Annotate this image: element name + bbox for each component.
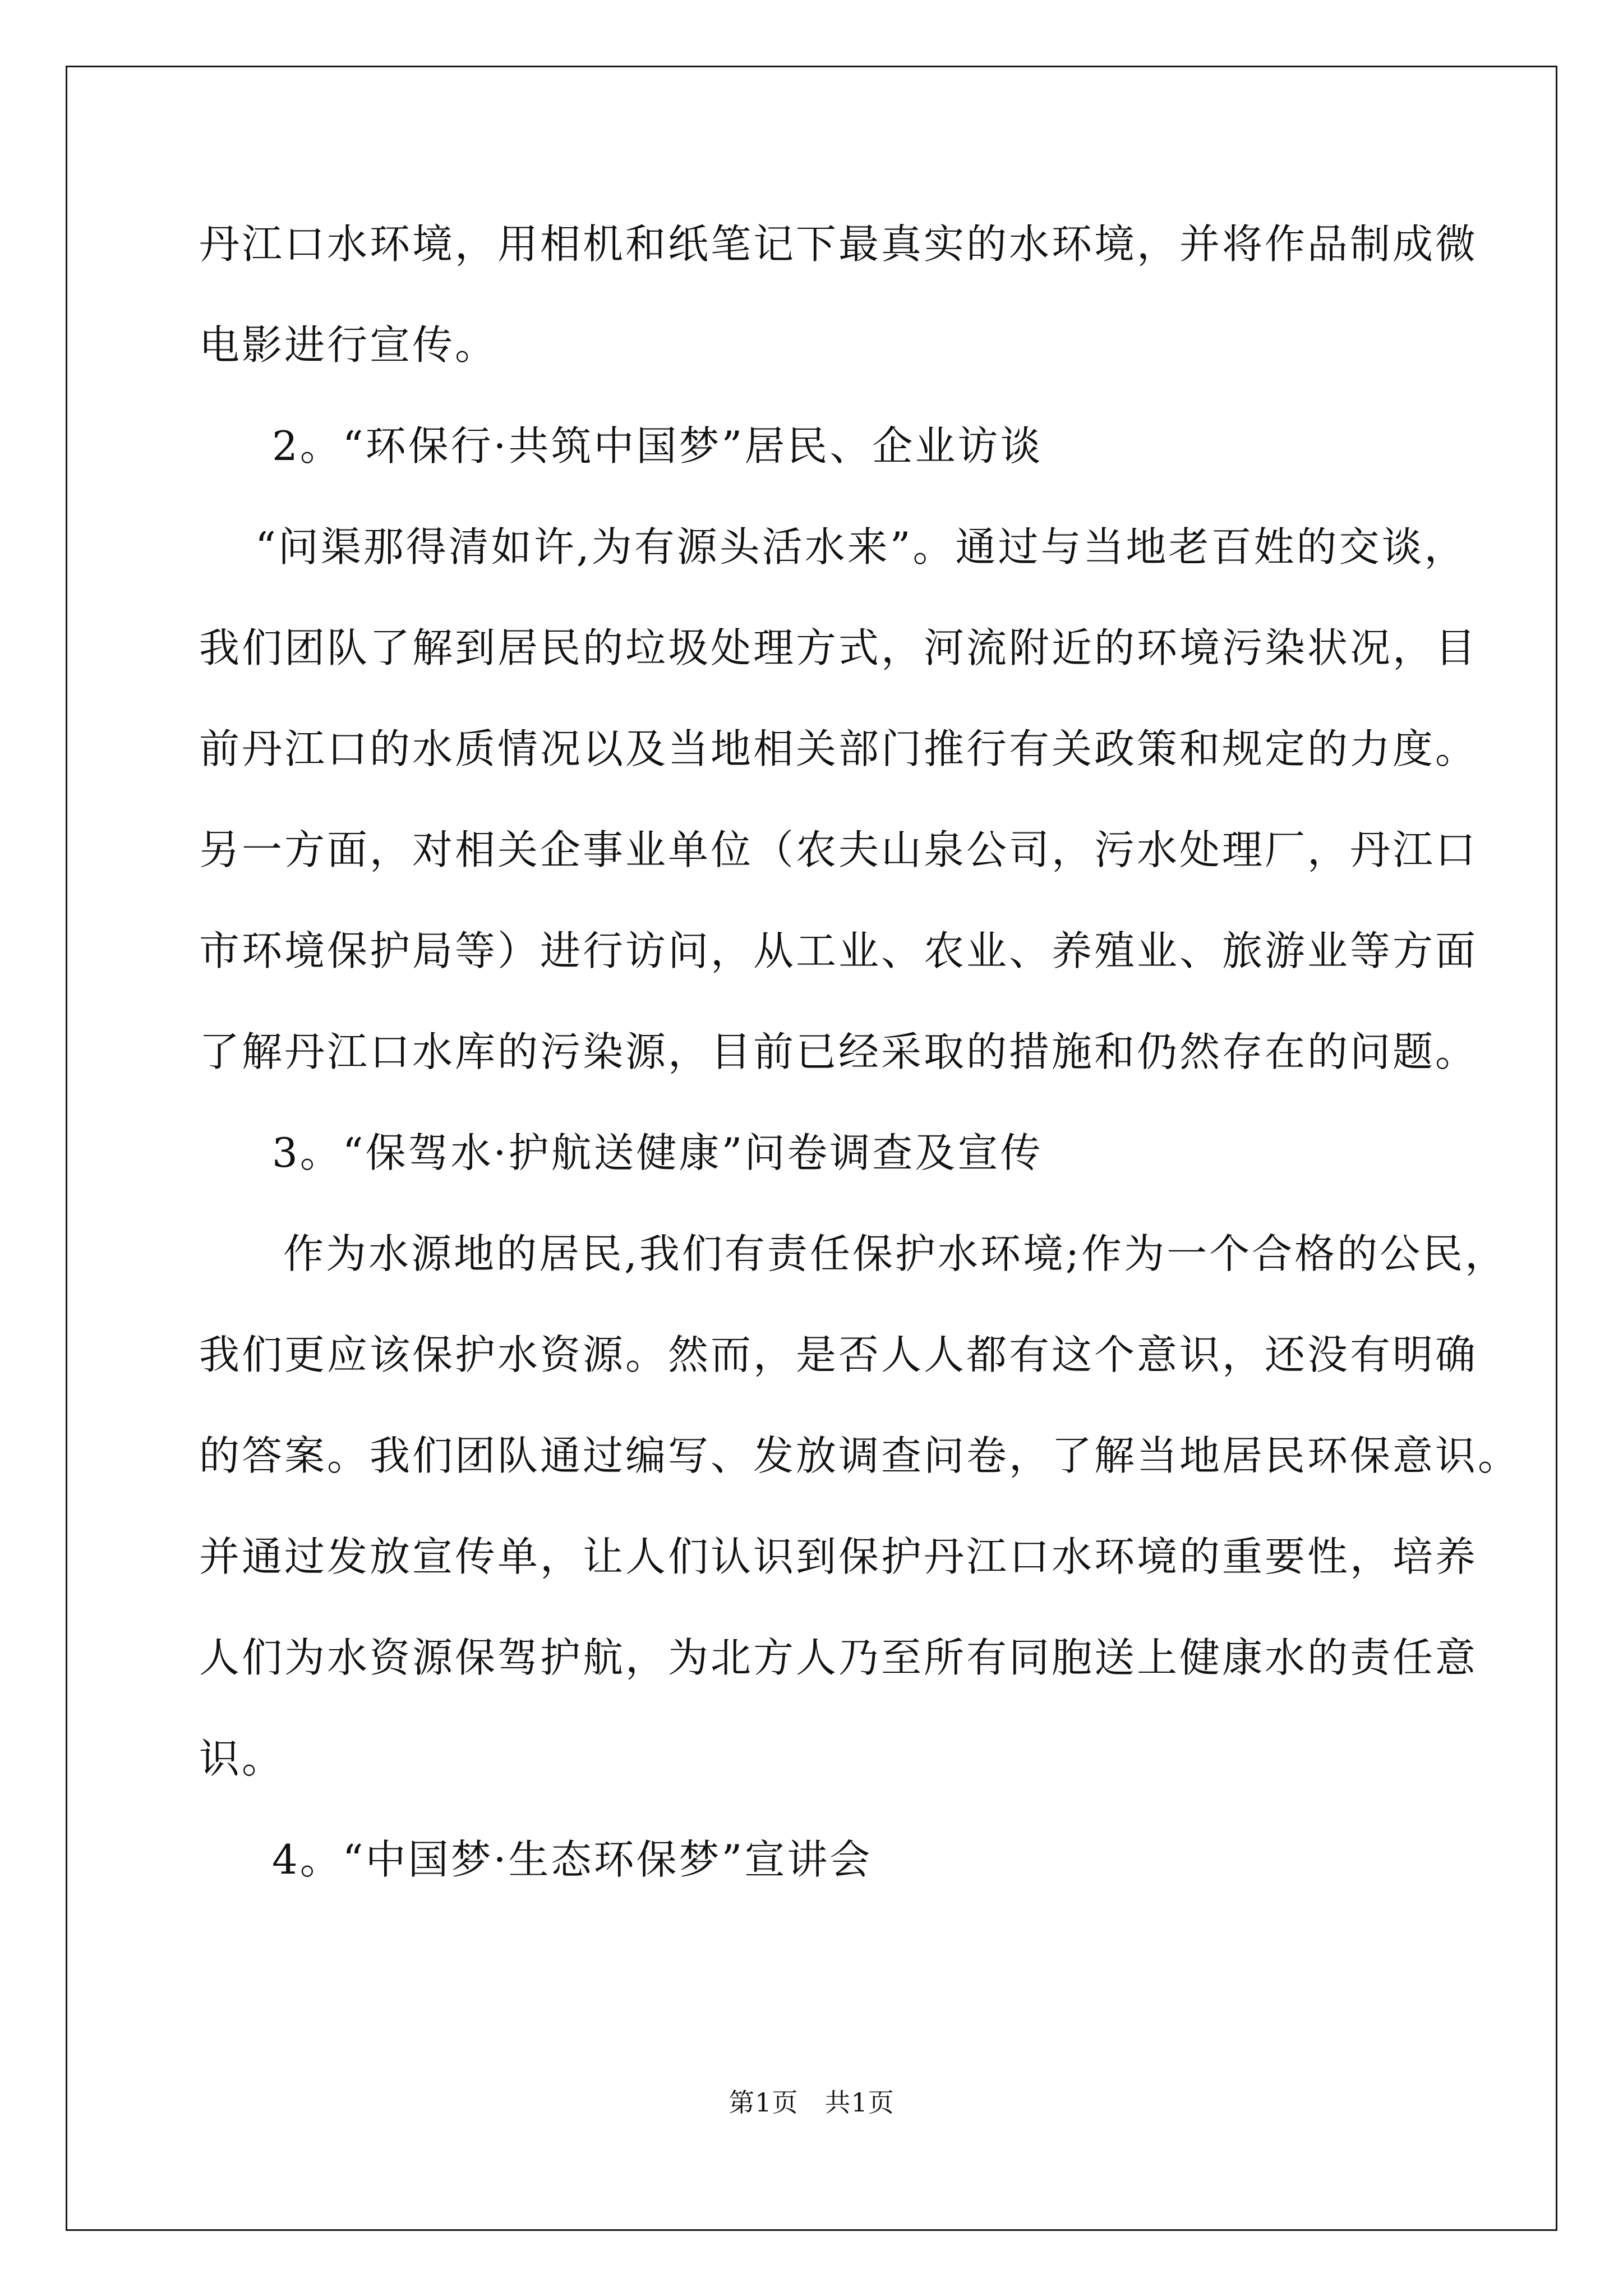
text-line: 人们为水资源保驾护航，为北方人乃至所有同胞送上健康水的责任意 — [199, 1634, 1478, 1681]
text-line: 电影进行宣传。 — [199, 321, 498, 369]
text-line: 前丹江口的水质情况以及当地相关部门推行有关政策和规定的力度。 — [199, 725, 1478, 772]
page-number: 第1页 共1页 — [728, 2087, 895, 2118]
text-line: 丹江口水环境，用相机和纸笔记下最真实的水环境，并将作品制成微 — [199, 220, 1478, 268]
section-heading: 4。“中国梦·生态环保梦”宣讲会 — [272, 1836, 873, 1883]
text-line: 另一方面，对相关企事业单位（农夫山泉公司，污水处理厂，丹江口 — [199, 826, 1478, 873]
text-line: 我们更应该保护水资源。然而，是否人人都有这个意识，还没有明确 — [199, 1331, 1478, 1378]
text-line: 识。 — [199, 1735, 285, 1782]
text-line: 我们团队了解到居民的垃圾处理方式，河流附近的环境污染状况，目 — [199, 624, 1478, 671]
text-line: 并通过发放宣传单，让人们认识到保护丹江口水环境的重要性，培养 — [199, 1533, 1478, 1580]
text-line: 作为水源地的居民,我们有责任保护水环境;作为一个合格的公民， — [283, 1230, 1508, 1277]
section-heading: 3。“保驾水·护航送健康”问卷调查及宣传 — [272, 1129, 1043, 1176]
text-line: “问渠那得清如许,为有源头活水来”。通过与当地老百姓的交谈， — [255, 523, 1467, 570]
text-line: 了解丹江口水库的污染源，目前已经采取的措施和仍然存在的问题。 — [199, 1028, 1478, 1075]
text-line: 的答案。我们团队通过编写、发放调查问卷，了解当地居民环保意识。 — [199, 1432, 1521, 1479]
text-line: 市环境保护局等）进行访问，从工业、农业、养殖业、旅游业等方面 — [199, 927, 1478, 974]
section-heading: 2。“环保行·共筑中国梦”居民、企业访谈 — [272, 422, 1043, 470]
